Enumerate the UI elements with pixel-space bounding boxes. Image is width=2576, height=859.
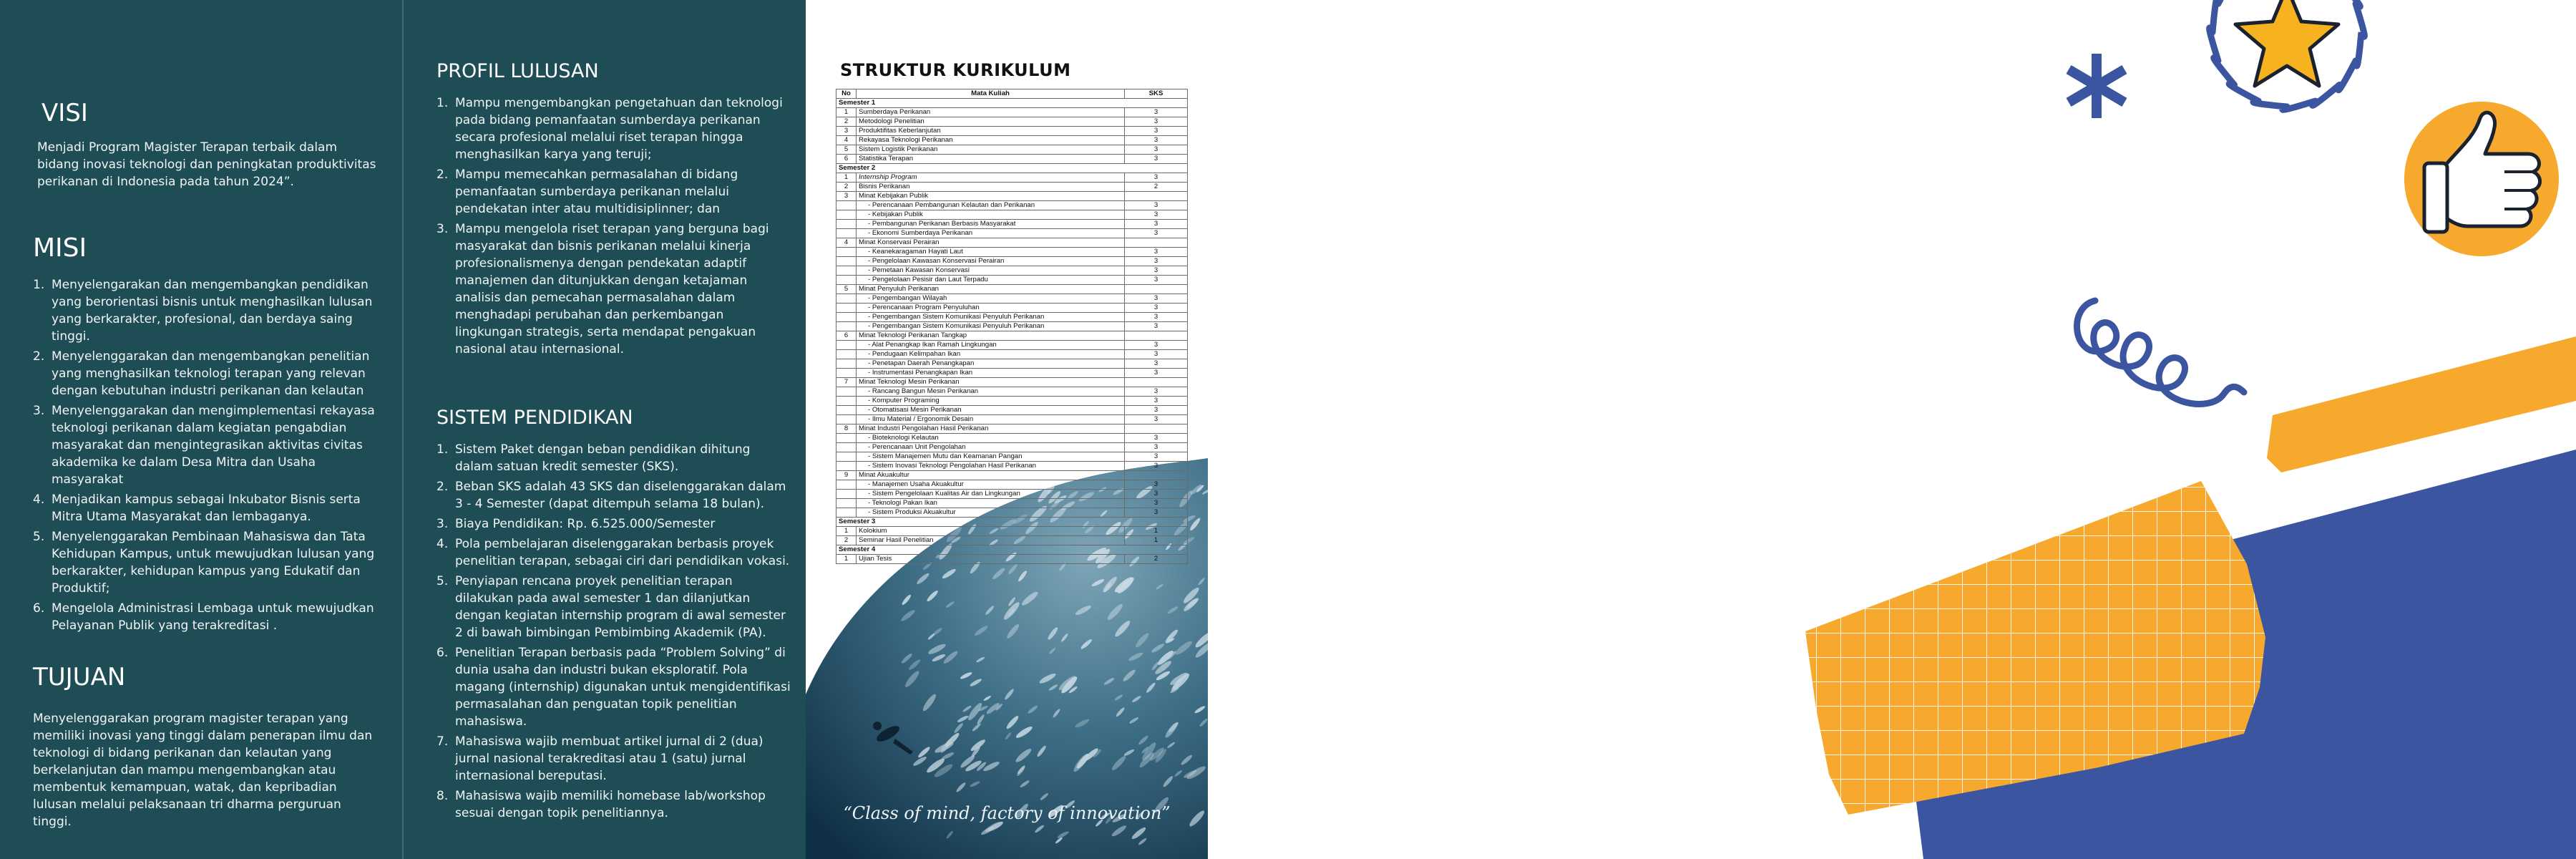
semester-row bbox=[836, 545, 1188, 555]
list-text: Biaya Pendidikan: Rp. 6.525.000/Semester bbox=[455, 517, 716, 531]
cell-mata-kuliah: Minat Industri Pengolahan Hasil Perikanan bbox=[857, 424, 1125, 434]
cell-mata-kuliah: - Ekonomi Sumberdaya Perikanan bbox=[857, 229, 1125, 238]
curriculum-title: STRUKTUR KURIKULUM bbox=[840, 60, 1071, 80]
cell-no bbox=[836, 257, 857, 266]
sistem-item bbox=[436, 573, 791, 641]
orange-paper-stripe bbox=[2267, 336, 2576, 472]
list-number: 3. bbox=[436, 517, 449, 531]
misi-item bbox=[33, 491, 386, 525]
cell-sks: 1 bbox=[1125, 527, 1188, 536]
header-no: No bbox=[836, 89, 857, 99]
cell-no bbox=[836, 350, 857, 359]
list-number: 3. bbox=[33, 404, 45, 418]
cell-sks bbox=[1125, 378, 1188, 387]
cell-mata-kuliah: Seminar Hasil Penelitian bbox=[857, 536, 1125, 545]
table-row bbox=[836, 248, 1188, 257]
list-text: Menyelenggarakan dan mengembangkan penelitian yang menghasilkan teknologi terapan yang relevan dengan kebutuhan industri perikanan dan kelautan bbox=[52, 349, 370, 398]
cell-no: 3 bbox=[836, 127, 857, 136]
cell-sks: 3 bbox=[1125, 387, 1188, 397]
table-row bbox=[836, 341, 1188, 350]
cell-sks: 3 bbox=[1125, 229, 1188, 238]
table-row bbox=[836, 201, 1188, 210]
profil-list bbox=[436, 94, 784, 361]
cell-no: 6 bbox=[836, 155, 857, 164]
list-number: 5. bbox=[33, 530, 45, 544]
cell-no bbox=[836, 210, 857, 220]
table-row bbox=[836, 183, 1188, 192]
visi-heading: VISI bbox=[42, 99, 88, 127]
table-row bbox=[836, 480, 1188, 490]
profil-heading: PROFIL LULUSAN bbox=[436, 60, 599, 82]
list-number: 6. bbox=[33, 601, 45, 616]
cell-sks: 3 bbox=[1125, 108, 1188, 117]
cell-sks: 3 bbox=[1125, 490, 1188, 499]
table-row bbox=[836, 527, 1188, 536]
asterisk-icon bbox=[2069, 54, 2124, 118]
cell-mata-kuliah: Minat Akuakultur bbox=[857, 471, 1125, 480]
cell-sks: 3 bbox=[1125, 480, 1188, 490]
table-row bbox=[836, 397, 1188, 406]
cell-no: 1 bbox=[836, 527, 857, 536]
cell-no: 3 bbox=[836, 192, 857, 201]
cell-mata-kuliah: - Sistem Manajemen Mutu dan Keamanan Pangan bbox=[857, 452, 1125, 462]
misi-list bbox=[33, 276, 386, 637]
table-row bbox=[836, 406, 1188, 415]
cell-mata-kuliah: Minat Kebijakan Publik bbox=[857, 192, 1125, 201]
cell-sks: 3 bbox=[1125, 443, 1188, 452]
cell-sks: 3 bbox=[1125, 136, 1188, 145]
list-text: Menyelenggarakan Pembinaan Mahasiswa dan Tata Kehidupan Kampus, untuk mewujudkan lulusan yang berkarakter, kehidupan kampus yang Edukatif dan Produktif; bbox=[52, 530, 375, 596]
profil-sistem-panel bbox=[404, 0, 806, 859]
table-row bbox=[836, 145, 1188, 155]
table-row bbox=[836, 304, 1188, 313]
list-text: Penyiapan rencana proyek penelitian terapan dilakukan pada awal semester 1 dan dilanjutkan dengan kegiatan internship program di awal semester 2 di bawah bimbingan Pembimbing Akademik (PA). bbox=[455, 574, 786, 640]
sistem-item bbox=[436, 644, 791, 730]
table-row bbox=[836, 117, 1188, 127]
cell-mata-kuliah: - Instrumentasi Penangkapan Ikan bbox=[857, 369, 1125, 378]
cell-sks: 3 bbox=[1125, 313, 1188, 322]
table-row bbox=[836, 173, 1188, 183]
list-text: Mampu mengembangkan pengetahuan dan teknologi pada bidang pemanfaatan sumberdaya perikanan secara profesional melalui riset terapan hingga menghasilkan karya yang teruji; bbox=[455, 96, 783, 162]
cell-sks: 3 bbox=[1125, 155, 1188, 164]
table-row bbox=[836, 462, 1188, 471]
list-text: Penelitian Terapan berbasis pada “Problem Solving” di dunia usaha dan industri bukan eksploratif. Pola magang (internship) digunakan untuk mengidentifikasi permasalahan dan penguatan topik penelitian mahasiswa. bbox=[455, 646, 791, 729]
sistem-item bbox=[436, 733, 791, 785]
table-row bbox=[836, 210, 1188, 220]
cell-mata-kuliah: - Pengembangan Sistem Komunikasi Penyuluh Perikanan bbox=[857, 322, 1125, 331]
cell-sks: 3 bbox=[1125, 294, 1188, 304]
cell-no bbox=[836, 499, 857, 508]
table-row bbox=[836, 220, 1188, 229]
cell-sks: 3 bbox=[1125, 508, 1188, 518]
cell-sks: 1 bbox=[1125, 536, 1188, 545]
semester-label: Semester 1 bbox=[836, 99, 1188, 108]
cell-mata-kuliah: Minat Konservasi Perairan bbox=[857, 238, 1125, 248]
cell-no bbox=[836, 406, 857, 415]
cell-mata-kuliah: - Perencanaan Unit Pengolahan bbox=[857, 443, 1125, 452]
cell-mata-kuliah: - Kebijakan Publik bbox=[857, 210, 1125, 220]
cell-sks: 3 bbox=[1125, 341, 1188, 350]
cell-no: 7 bbox=[836, 378, 857, 387]
cell-sks: 3 bbox=[1125, 350, 1188, 359]
cell-mata-kuliah: Minat Penyuluh Perikanan bbox=[857, 285, 1125, 294]
cell-sks: 3 bbox=[1125, 257, 1188, 266]
cell-mata-kuliah: - Komputer Programing bbox=[857, 397, 1125, 406]
semester-label: Semester 4 bbox=[836, 545, 1188, 555]
table-row bbox=[836, 359, 1188, 369]
table-row bbox=[836, 229, 1188, 238]
table-row bbox=[836, 536, 1188, 545]
cell-mata-kuliah: - Alat Penangkap Ikan Ramah Lingkungan bbox=[857, 341, 1125, 350]
cell-mata-kuliah: - Pembangunan Perikanan Berbasis Masyarakat bbox=[857, 220, 1125, 229]
cell-mata-kuliah: - Sistem Inovasi Teknologi Pengolahan Hasil Perikanan bbox=[857, 462, 1125, 471]
list-text: Menjadikan kampus sebagai Inkubator Bisnis serta Mitra Utama Masyarakat dan lembaganya. bbox=[52, 492, 361, 524]
cell-no bbox=[836, 369, 857, 378]
cell-sks bbox=[1125, 331, 1188, 341]
cell-no bbox=[836, 276, 857, 285]
table-row bbox=[836, 266, 1188, 276]
table-row bbox=[836, 192, 1188, 201]
cell-no: 5 bbox=[836, 145, 857, 155]
list-number: 2. bbox=[436, 168, 449, 182]
cell-sks bbox=[1125, 192, 1188, 201]
visi-misi-tujuan-panel bbox=[0, 0, 402, 859]
cell-mata-kuliah: - Pengelolaan Pesisir dan Laut Terpadu bbox=[857, 276, 1125, 285]
cell-no bbox=[836, 508, 857, 518]
list-text: Sistem Paket dengan beban pendidikan dihitung dalam satuan kredit semester (SKS). bbox=[455, 442, 751, 474]
cell-mata-kuliah: Statistika Terapan bbox=[857, 155, 1125, 164]
list-number: 3. bbox=[436, 222, 449, 236]
list-number: 6. bbox=[436, 646, 449, 660]
table-row bbox=[836, 350, 1188, 359]
semester-label: Semester 3 bbox=[836, 518, 1188, 527]
cell-mata-kuliah: Rekayasa Teknologi Perikanan bbox=[857, 136, 1125, 145]
table-row bbox=[836, 471, 1188, 480]
cell-no: 6 bbox=[836, 331, 857, 341]
decorative-graphics bbox=[1208, 0, 2576, 859]
table-row bbox=[836, 238, 1188, 248]
cell-mata-kuliah: Produktifitas Keberlanjutan bbox=[857, 127, 1125, 136]
table-row bbox=[836, 285, 1188, 294]
table-row bbox=[836, 127, 1188, 136]
cell-mata-kuliah: - Rancang Bangun Mesin Perikanan bbox=[857, 387, 1125, 397]
list-number: 1. bbox=[436, 442, 449, 457]
cell-sks: 3 bbox=[1125, 452, 1188, 462]
kurikulum-panel bbox=[806, 0, 1208, 859]
cell-sks bbox=[1125, 424, 1188, 434]
table-header-row bbox=[836, 89, 1188, 99]
table-row bbox=[836, 434, 1188, 443]
cell-sks: 3 bbox=[1125, 210, 1188, 220]
misi-item bbox=[33, 402, 386, 488]
cell-sks: 3 bbox=[1125, 145, 1188, 155]
thumbs-up-icon bbox=[2404, 102, 2559, 256]
tujuan-text: Menyelenggarakan program magister terapan yang memiliki inovasi yang tinggi dalam penerapan ilmu dan teknologi di bidang perikanan dan kelautan yang berkelanjutan dan mampu mengembangkan atau membentuk kemampuan, watak, dan kepribadian lulusan melalui pelaksanaan tri dharma perguruan tinggi. bbox=[33, 712, 373, 829]
curriculum-table bbox=[836, 89, 1188, 564]
cell-no bbox=[836, 443, 857, 452]
sistem-item bbox=[436, 787, 791, 822]
cell-sks: 3 bbox=[1125, 406, 1188, 415]
cell-mata-kuliah: - Pengelolaan Kawasan Konservasi Perairan bbox=[857, 257, 1125, 266]
decorative-panel bbox=[1208, 0, 2576, 859]
cell-mata-kuliah: - Penetapan Daerah Penangkapan bbox=[857, 359, 1125, 369]
cell-mata-kuliah: - Otomatisasi Mesin Perikanan bbox=[857, 406, 1125, 415]
table-row bbox=[836, 508, 1188, 518]
profil-item bbox=[436, 166, 784, 218]
table-row bbox=[836, 322, 1188, 331]
misi-item bbox=[33, 528, 386, 597]
table-row bbox=[836, 499, 1188, 508]
cell-no: 1 bbox=[836, 555, 857, 564]
cell-no bbox=[836, 359, 857, 369]
semester-row bbox=[836, 164, 1188, 173]
list-text: Menyelenggarakan dan mengimplementasi rekayasa teknologi perikanan dalam kegiatan pengabdian masyarakat dan mengintegrasikan aktivitas civitas akademika ke dalam Desa Mitra dan Usaha masyarakat bbox=[52, 404, 375, 487]
list-text: Mahasiswa wajib membuat artikel jurnal di 2 (dua) jurnal nasional terakreditasi atau 1 (satu) jurnal internasional bereputasi. bbox=[455, 734, 763, 783]
semester-row bbox=[836, 99, 1188, 108]
cell-sks: 3 bbox=[1125, 220, 1188, 229]
cell-no: 1 bbox=[836, 173, 857, 183]
list-number: 5. bbox=[436, 574, 449, 588]
star-badge-icon bbox=[2210, 0, 2365, 110]
cell-mata-kuliah: - Manajemen Usaha Akuakultur bbox=[857, 480, 1125, 490]
cell-no bbox=[836, 313, 857, 322]
cell-no bbox=[836, 415, 857, 424]
cell-mata-kuliah: - Sistem Produksi Akuakultur bbox=[857, 508, 1125, 518]
table-row bbox=[836, 331, 1188, 341]
tagline-quote: “Class of mind, factory of innovation” bbox=[843, 803, 1171, 823]
list-text: Mampu mengelola riset terapan yang berguna bagi masyarakat dan bisnis perikanan melalui kinerja profesionalismenya dengan pendekatan adaptif manajemen dan ditunjukkan dengan ketajaman analisis dan pemecahan permasalahan dalam menghadapi perubahan dan perkembangan lingkungan strategis, serta mendapat pengakuan nasional atau internasional. bbox=[455, 222, 769, 356]
profil-item bbox=[436, 220, 784, 358]
table-row bbox=[836, 387, 1188, 397]
cell-mata-kuliah: - Pemetaan Kawasan Konservasi bbox=[857, 266, 1125, 276]
table-row bbox=[836, 424, 1188, 434]
sistem-item bbox=[436, 478, 791, 513]
cell-sks: 3 bbox=[1125, 397, 1188, 406]
table-row bbox=[836, 276, 1188, 285]
cell-sks: 3 bbox=[1125, 499, 1188, 508]
semester-label: Semester 2 bbox=[836, 164, 1188, 173]
list-number: 8. bbox=[436, 789, 449, 803]
cell-no bbox=[836, 201, 857, 210]
cell-no bbox=[836, 397, 857, 406]
cell-no bbox=[836, 322, 857, 331]
list-text: Pola pembelajaran diselenggarakan berbasis proyek penelitian terapan, sebagai ciri dari pendidikan vokasi. bbox=[455, 537, 790, 568]
sistem-item bbox=[436, 515, 791, 533]
cell-mata-kuliah: - Teknologi Pakan Ikan bbox=[857, 499, 1125, 508]
cell-mata-kuliah: Sistem Logistik Perikanan bbox=[857, 145, 1125, 155]
cell-no bbox=[836, 480, 857, 490]
cell-no: 5 bbox=[836, 285, 857, 294]
cell-mata-kuliah: - Bioteknologi Kelautan bbox=[857, 434, 1125, 443]
sistem-list bbox=[436, 441, 791, 825]
cell-no bbox=[836, 387, 857, 397]
list-text: Beban SKS adalah 43 SKS dan diselenggarakan dalam 3 - 4 Semester (dapat ditempuh selama 18 bulan). bbox=[455, 480, 786, 511]
header-mata-kuliah: Mata Kuliah bbox=[857, 89, 1125, 99]
cell-sks: 3 bbox=[1125, 201, 1188, 210]
list-number: 2. bbox=[33, 349, 45, 364]
cell-sks: 3 bbox=[1125, 322, 1188, 331]
cell-mata-kuliah: Metodologi Penelitian bbox=[857, 117, 1125, 127]
cell-sks: 2 bbox=[1125, 183, 1188, 192]
tujuan-heading: TUJUAN bbox=[33, 663, 126, 691]
table-row bbox=[836, 136, 1188, 145]
cell-no bbox=[836, 220, 857, 229]
list-number: 2. bbox=[436, 480, 449, 494]
cell-sks: 3 bbox=[1125, 173, 1188, 183]
header-sks: SKS bbox=[1125, 89, 1188, 99]
misi-heading: MISI bbox=[33, 233, 87, 263]
cell-sks: 2 bbox=[1125, 555, 1188, 564]
cell-sks: 3 bbox=[1125, 359, 1188, 369]
cell-mata-kuliah: - Keanekaragaman Hayati Laut bbox=[857, 248, 1125, 257]
cell-mata-kuliah: Kolokium bbox=[857, 527, 1125, 536]
cell-mata-kuliah: Bisnis Perikanan bbox=[857, 183, 1125, 192]
cell-no: 2 bbox=[836, 183, 857, 192]
list-number: 1. bbox=[33, 278, 45, 292]
cell-no bbox=[836, 229, 857, 238]
profil-item bbox=[436, 94, 784, 163]
cell-sks: 3 bbox=[1125, 415, 1188, 424]
cell-sks: 3 bbox=[1125, 304, 1188, 313]
table-row bbox=[836, 257, 1188, 266]
misi-item bbox=[33, 348, 386, 399]
cell-mata-kuliah: Ujian Tesis bbox=[857, 555, 1125, 564]
list-text: Menyelengarakan dan mengembangkan pendidikan yang berorientasi bisnis untuk menghasilkan lulusan yang berkarakter, profesional, dan berdaya saing tinggi. bbox=[52, 278, 373, 344]
cell-no: 9 bbox=[836, 471, 857, 480]
sistem-heading: SISTEM PENDIDIKAN bbox=[436, 407, 633, 429]
cell-mata-kuliah: Minat Teknologi Mesin Perikanan bbox=[857, 378, 1125, 387]
cell-sks: 3 bbox=[1125, 462, 1188, 471]
cell-no: 4 bbox=[836, 238, 857, 248]
cell-no bbox=[836, 266, 857, 276]
cell-sks: 3 bbox=[1125, 266, 1188, 276]
cell-sks: 3 bbox=[1125, 127, 1188, 136]
list-number: 4. bbox=[33, 492, 45, 507]
cell-sks bbox=[1125, 285, 1188, 294]
list-number: 1. bbox=[436, 96, 449, 110]
cell-mata-kuliah: - Pengembangan Wilayah bbox=[857, 294, 1125, 304]
table-row bbox=[836, 155, 1188, 164]
list-text: Mampu memecahkan permasalahan di bidang pemanfaatan sumberdaya perikanan melalui pendekatan inter atau multidisiplinner; dan bbox=[455, 168, 738, 216]
table-row bbox=[836, 378, 1188, 387]
cell-sks bbox=[1125, 471, 1188, 480]
table-row bbox=[836, 313, 1188, 322]
cell-no: 1 bbox=[836, 108, 857, 117]
cell-mata-kuliah: - Sistem Pengelolaan Kualitas Air dan Lingkungan bbox=[857, 490, 1125, 499]
cell-no: 8 bbox=[836, 424, 857, 434]
cell-no bbox=[836, 304, 857, 313]
list-number: 7. bbox=[436, 734, 449, 749]
cell-sks: 3 bbox=[1125, 248, 1188, 257]
table-row bbox=[836, 443, 1188, 452]
sistem-item bbox=[436, 535, 791, 570]
cell-sks: 3 bbox=[1125, 117, 1188, 127]
table-row bbox=[836, 108, 1188, 117]
misi-item bbox=[33, 600, 386, 634]
table-row bbox=[836, 369, 1188, 378]
cell-no bbox=[836, 248, 857, 257]
table-row bbox=[836, 490, 1188, 499]
cell-no bbox=[836, 341, 857, 350]
cell-no bbox=[836, 434, 857, 443]
table-row bbox=[836, 415, 1188, 424]
semester-row bbox=[836, 518, 1188, 527]
cell-mata-kuliah: Minat Teknologi Perikanan Tangkap bbox=[857, 331, 1125, 341]
misi-item bbox=[33, 276, 386, 345]
cell-mata-kuliah: - Pendugaan Kelimpahan Ikan bbox=[857, 350, 1125, 359]
cell-no: 4 bbox=[836, 136, 857, 145]
table-row bbox=[836, 555, 1188, 564]
cell-sks: 3 bbox=[1125, 434, 1188, 443]
visi-text: Menjadi Program Magister Terapan terbaik dalam bidang inovasi teknologi dan peningkatan produktivitas perikanan di Indonesia pada tahun 2024”. bbox=[37, 140, 376, 189]
cell-no bbox=[836, 462, 857, 471]
cell-mata-kuliah: - Ilmu Material / Ergonomik Desain bbox=[857, 415, 1125, 424]
sistem-item bbox=[436, 441, 791, 475]
cell-sks bbox=[1125, 238, 1188, 248]
list-number: 4. bbox=[436, 537, 449, 551]
cell-no: 2 bbox=[836, 117, 857, 127]
squiggle-icon bbox=[2077, 301, 2244, 404]
cell-mata-kuliah: - Pengembangan Sistem Komunikasi Penyuluh Perikanan bbox=[857, 313, 1125, 322]
list-text: Mahasiswa wajib memiliki homebase lab/workshop sesuai dengan topik penelitiannya. bbox=[455, 789, 766, 820]
cell-sks: 3 bbox=[1125, 369, 1188, 378]
cell-no bbox=[836, 452, 857, 462]
table-row bbox=[836, 452, 1188, 462]
cell-mata-kuliah: Sumberdaya Perikanan bbox=[857, 108, 1125, 117]
cell-mata-kuliah: Internship Program bbox=[857, 173, 1125, 183]
cell-sks: 3 bbox=[1125, 276, 1188, 285]
table-row bbox=[836, 294, 1188, 304]
cell-no: 2 bbox=[836, 536, 857, 545]
cell-mata-kuliah: - Perencanaan Pembangunan Kelautan dan Perikanan bbox=[857, 201, 1125, 210]
cell-no bbox=[836, 490, 857, 499]
list-text: Mengelola Administrasi Lembaga untuk mewujudkan Pelayanan Publik yang terakreditasi . bbox=[52, 601, 374, 633]
cell-mata-kuliah: - Perencanaan Program Penyuluhan bbox=[857, 304, 1125, 313]
cell-no bbox=[836, 294, 857, 304]
